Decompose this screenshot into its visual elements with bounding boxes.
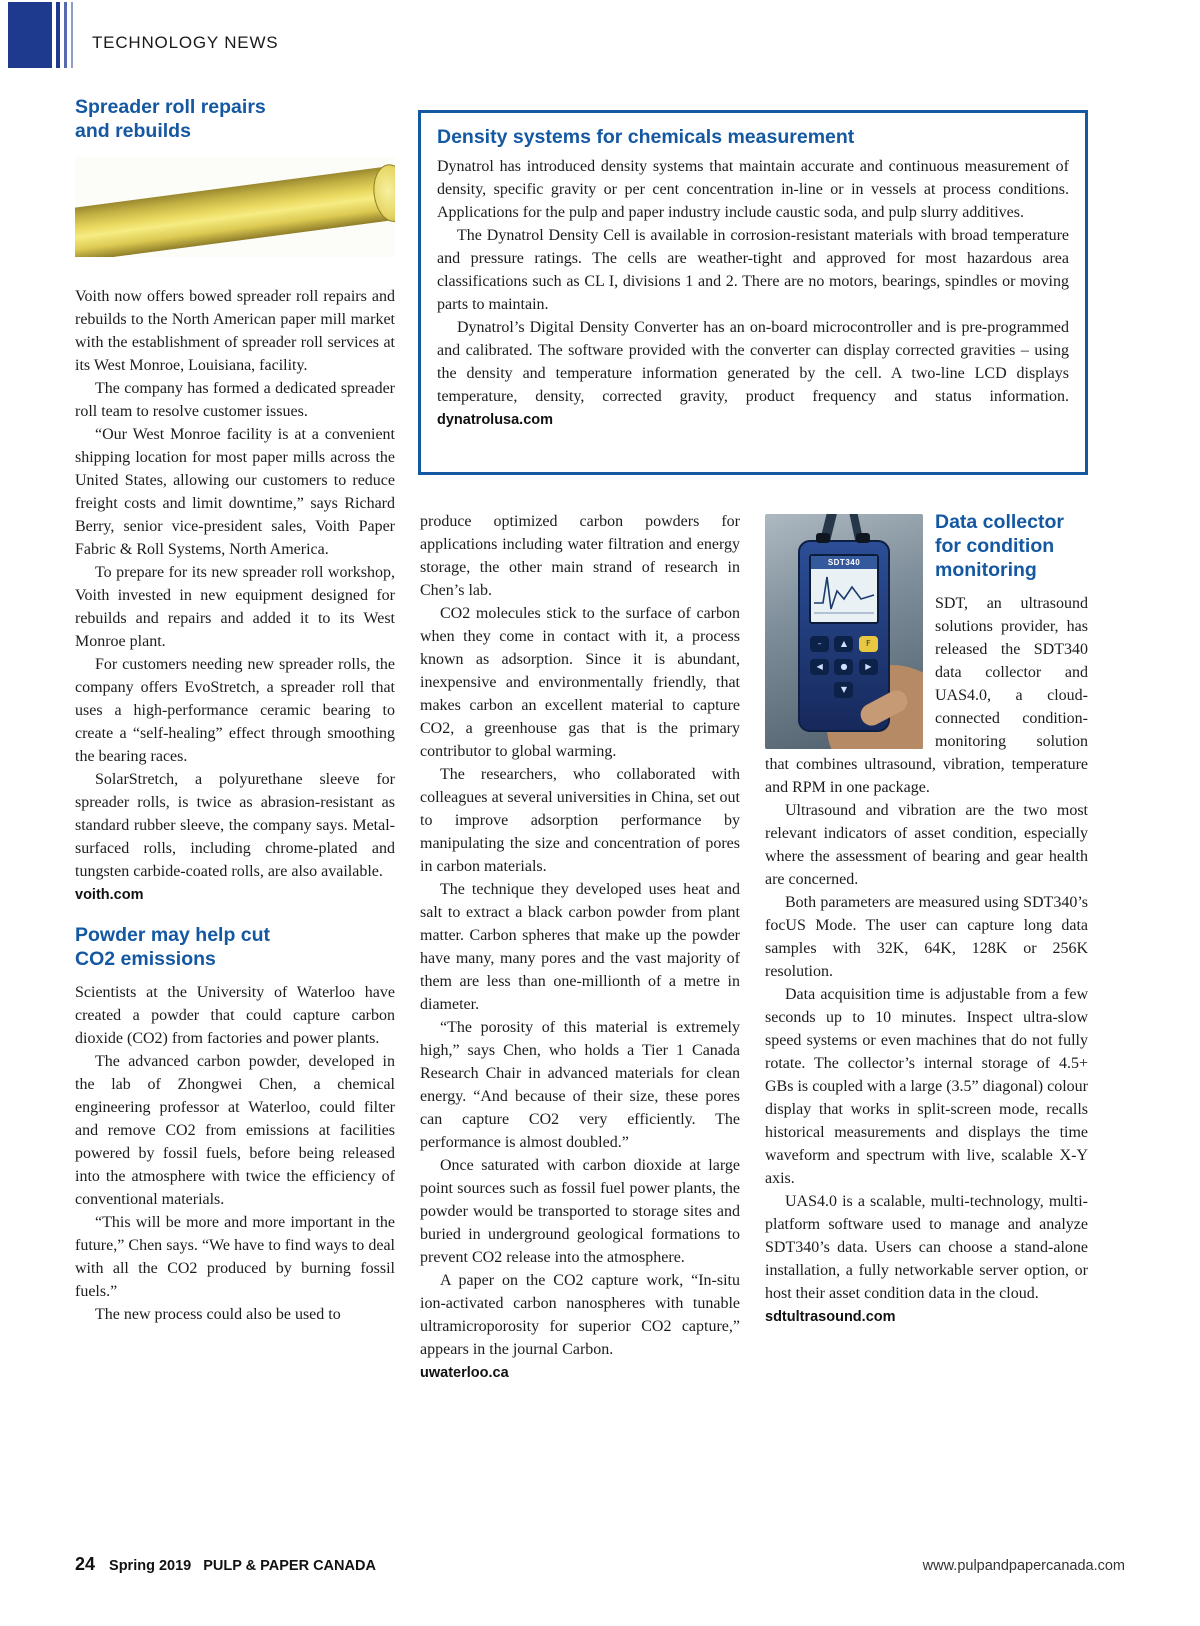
- paragraph: The Dynatrol Density Cell is available in corrosion-resistant materials with broad temperature and pressure ratings. The cells are weather-tight and approved for most hazardous area classifications such as CL I, divisions 1 and 2. There are no motors, bearings, spindles or moving parts to maintain.: [437, 227, 1069, 313]
- connector-port: [856, 533, 870, 543]
- down-arrow-key: ▼: [834, 682, 853, 698]
- paragraph: Both parameters are measured using SDT340’s focUS Mode. The user can capture long data samples with 32K, 64K, 128K or 256K resolution.: [765, 894, 1088, 980]
- paragraph: The company has formed a dedicated spreader roll team to resolve customer issues.: [75, 380, 395, 420]
- spreader-roll-photo: [75, 157, 395, 257]
- paragraph-text: Dynatrol’s Digital Density Converter has an on-board microcontroller and is pre-programmed and calibrated. The software provided with the converter can display corrected gravities – using the density and temperature information generated by the cell. A two-line LCD displays temperature, density, corrected gravity, product frequency and status information.: [437, 319, 1069, 405]
- paragraph: “This will be more and more important in the future,” Chen says. “We have to find ways to deal with all the CO2 produced by burning fossil fuels.”: [75, 1214, 395, 1300]
- paragraph: The researchers, who collaborated with colleagues at several universities in China, set out to improve adsorption performance by manipulating the size and concentration of pores in carbon materials.: [420, 766, 740, 875]
- right-column: [765, 510, 1088, 1329]
- logo-stripe: [64, 2, 67, 68]
- paragraph: Dynatrol has introduced density systems that maintain accurate and continuous measurement of density, specific gravity or per cent concentration in-line or in vessels at process conditions. Applications for the pulp and paper industry include caustic soda, and pulp slurry additives.: [437, 158, 1069, 221]
- function-key: –: [810, 636, 829, 652]
- article-title-spreader: [75, 95, 395, 143]
- article-title-density: Density systems for chemicals measurement: [437, 126, 855, 148]
- paragraph: CO2 molecules stick to the surface of carbon when they come in contact with it, a process known as adsorption. Since it is abundant, inexpensive and environmentally friendly, that makes carbon an excellent material to capture CO2, a greenhouse gas that is the primary contributor to global warming.: [420, 605, 740, 760]
- section-title: TECHNOLOGY NEWS: [92, 33, 279, 52]
- website-link-dynatrol: dynatrolusa.com: [437, 412, 554, 428]
- roll-end-cap: [370, 162, 395, 224]
- article-title-powder: [75, 923, 395, 971]
- footer-left: [75, 1554, 376, 1575]
- paragraph: Ultrasound and vibration are the two most relevant indicators of asset condition, especially where the assessment of bearing and gear health are concerned.: [765, 802, 1088, 888]
- magazine-name: PULP & PAPER CANADA: [203, 1558, 376, 1574]
- paragraph: SDT, an ultrasound solutions provider, has released the SDT340 data collector and UAS4.0, a cloud-connected condition-monitoring solution that combines ultrasound, vibration, temperature and RPM in one package.: [765, 595, 1088, 796]
- paragraph: The advanced carbon powder, developed in the lab of Zhongwei Chen, a chemical engineering professor at Waterloo, could filter and remove CO2 from emissions at facilities powered by fossil fuels, before being released into the atmosphere with twice the efficiency of conventional materials.: [75, 1053, 395, 1208]
- left-arrow-key: ◀: [810, 659, 829, 675]
- density-box: [418, 110, 1088, 475]
- logo-stripe: [56, 2, 60, 68]
- function-key: F: [859, 636, 878, 652]
- device-screen: [809, 554, 879, 624]
- paragraph: UAS4.0 is a scalable, multi-technology, multi-platform software used to manage and analyze SDT340’s data. Users can choose a stand-alone installation, a fully networkable server option, or host their asset condition data in the cloud.: [765, 1193, 1088, 1302]
- right-arrow-key: ▶: [859, 659, 878, 675]
- magazine-logo-icon: [8, 2, 73, 68]
- logo-block: [8, 2, 52, 68]
- left-column: [75, 95, 395, 1326]
- website-link-uwaterloo: uwaterloo.ca: [420, 1365, 509, 1381]
- paragraph: The technique they developed uses heat and salt to extract a black carbon powder from plant matter. Carbon spheres that make up the powder have many, many pores and the vast majority of them are less than one-millionth of a metre in diameter.: [420, 881, 740, 1013]
- paragraph: “Our West Monroe facility is at a convenient shipping location for most paper mills across the United States, allowing our customers to reduce freight costs and limit downtime,” says Richard Berry, senior vice-president sales, Voith Paper Fabric & Roll Systems, North America.: [75, 426, 395, 558]
- paragraph: The new process could also be used to: [95, 1306, 341, 1323]
- title-line: monitoring: [935, 559, 1037, 581]
- up-arrow-key: ▲: [834, 636, 853, 652]
- paragraph: [437, 316, 1069, 432]
- paragraph: “The porosity of this material is extremely high,” says Chen, who holds a Tier 1 Canada Research Chair in advanced materials for clean energy. “And because of their size, these pores can capture CO2 very efficiently. The performance is almost doubled.”: [420, 1019, 740, 1151]
- issue-label: Spring 2019: [109, 1558, 192, 1574]
- title-line: Data collector: [935, 511, 1064, 533]
- paragraph: Scientists at the University of Waterloo have created a powder that could capture carbon dioxide (CO2) from factories and power plants.: [75, 984, 395, 1047]
- paragraph: Once saturated with carbon dioxide at large point sources such as fossil fuel power plants, the powder would be transported to storage sites and buried in underground geological formations to prevent CO2 release into the atmosphere.: [420, 1157, 740, 1266]
- sdt340-device-photo: [765, 514, 923, 749]
- paragraph: produce optimized carbon powders for applications including water filtration and energy storage, the other main strand of research in Chen’s lab.: [420, 513, 740, 599]
- logo-stripe: [71, 2, 73, 68]
- paragraph: For customers needing new spreader rolls, the company offers EvoStretch, a spreader roll that uses a high-performance ceramic bearing to create a “self-healing” effect through smoothing the bearing races.: [75, 656, 395, 765]
- middle-column: [420, 510, 740, 1385]
- paragraph: A paper on the CO2 capture work, “In-situ ion-activated carbon nanospheres with tunable ultramicroporosity for superior CO2 capture,” appears in the journal Carbon.: [420, 1272, 740, 1358]
- paragraph: Voith now offers bowed spreader roll repairs and rebuilds to the North American paper mill market with the establishment of spreader roll services at its West Monroe, Louisiana, facility.: [75, 288, 395, 374]
- title-line: and rebuilds: [75, 120, 191, 142]
- title-line: Spreader roll repairs: [75, 96, 266, 118]
- enter-key: ●: [834, 659, 853, 675]
- connector-port: [816, 533, 830, 543]
- website-link-sdt: sdtultrasound.com: [765, 1309, 896, 1325]
- title-line: for condition: [935, 535, 1055, 557]
- waveform-graphic: [811, 569, 877, 619]
- yellow-roll-graphic: [75, 165, 395, 257]
- website-link-voith: voith.com: [75, 887, 144, 903]
- footer-website: www.pulpandpapercanada.com: [922, 1558, 1125, 1574]
- title-line: CO2 emissions: [75, 948, 216, 970]
- title-line: Powder may help cut: [75, 924, 271, 946]
- paragraph: To prepare for its new spreader roll workshop, Voith invested in new equipment designed for rebuilds and repairs and added it to its West Monroe plant.: [75, 564, 395, 650]
- device-screen-label: SDT340: [811, 556, 877, 569]
- page-number: 24: [75, 1554, 96, 1574]
- paragraph: SolarStretch, a polyurethane sleeve for spreader rolls, is twice as abrasion-resistant as standard rubber sleeve, the company says. Metal-surfaced rolls, including chrome-plated and tungsten carbide-coated rolls, are also available.: [75, 771, 395, 880]
- paragraph: Data acquisition time is adjustable from a few seconds up to 10 minutes. Inspect ultra-slow speed systems or even machines that do not fully rotate. The collector’s internal storage of 4.5+ GBs is coupled with a large (3.5” diagonal) colour display that works in split-screen mode, recalls historical measurements and displays the time waveform and spectrum with live, scalable X-Y axis.: [765, 986, 1088, 1187]
